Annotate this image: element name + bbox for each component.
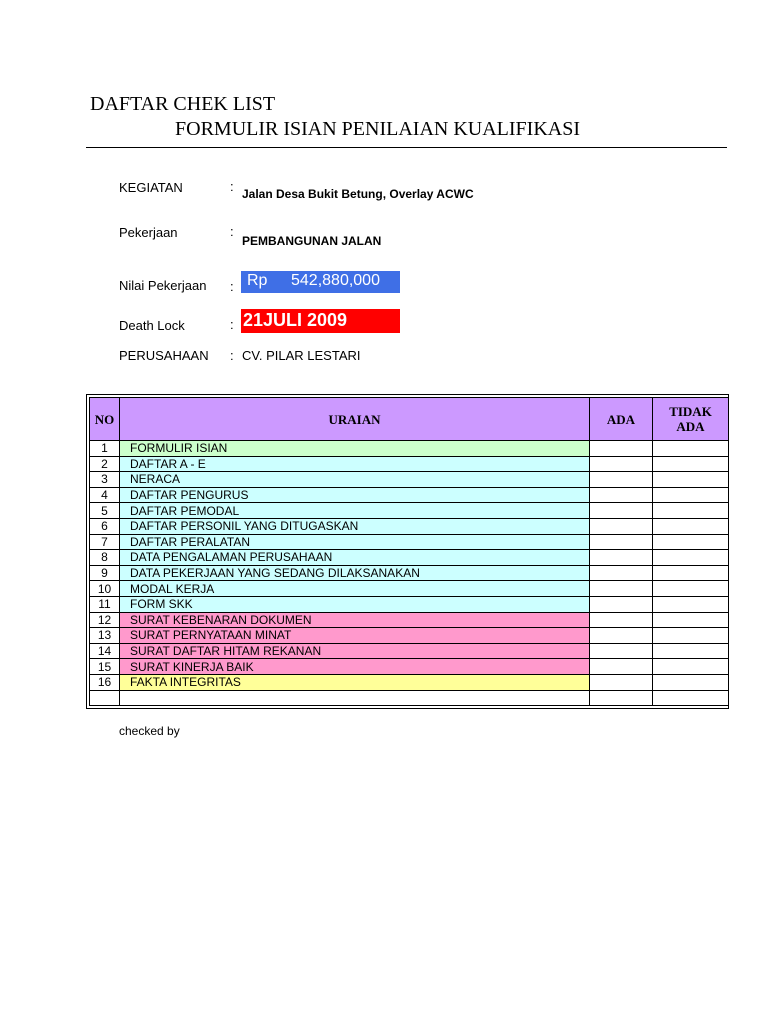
row-description: DATA PEKERJAAN YANG SEDANG DILAKSANAKAN [120,565,590,581]
kegiatan-colon: : [230,179,234,194]
title-line-2: FORMULIR ISIAN PENILAIAN KUALIFIKASI [175,118,580,140]
ada-cell[interactable] [590,456,653,472]
tidak-ada-cell[interactable] [653,518,729,534]
kegiatan-label: KEGIATAN [119,180,183,195]
row-description: DAFTAR PERALATAN [120,534,590,550]
row-number: 13 [90,628,120,644]
row-description: DAFTAR PENGURUS [120,487,590,503]
ada-cell[interactable] [590,550,653,566]
header-ada: ADA [590,398,653,441]
row-description: SURAT DAFTAR HITAM REKANAN [120,643,590,659]
table-row [90,643,729,659]
ada-cell[interactable] [590,441,653,457]
tidak-ada-cell[interactable] [653,487,729,503]
ada-cell[interactable] [590,503,653,519]
tidak-ada-cell[interactable] [653,456,729,472]
header-no: NO [90,398,120,441]
table-row [90,628,729,644]
table-row [90,518,729,534]
nilai-colon: : [230,279,234,294]
ada-cell[interactable] [590,659,653,675]
ada-cell[interactable] [590,596,653,612]
ada-cell[interactable] [590,674,653,690]
row-description: DAFTAR PEMODAL [120,503,590,519]
table-row [90,659,729,675]
ada-cell[interactable] [590,643,653,659]
perusahaan-colon: : [230,348,234,363]
header-tidak-ada [653,398,729,441]
row-description: DAFTAR PERSONIL YANG DITUGASKAN [120,518,590,534]
table-row [90,550,729,566]
row-description [120,690,590,706]
row-number: 11 [90,596,120,612]
row-number: 1 [90,441,120,457]
row-number: 7 [90,534,120,550]
kegiatan-value: Jalan Desa Bukit Betung, Overlay ACWC [242,187,474,201]
row-description: FORM SKK [120,596,590,612]
deadline-label: Death Lock [119,318,185,333]
tidak-ada-cell[interactable] [653,503,729,519]
deadline-value-box [241,309,400,333]
row-number: 5 [90,503,120,519]
row-number: 4 [90,487,120,503]
ada-cell[interactable] [590,612,653,628]
table-row [90,487,729,503]
table-row [90,612,729,628]
row-description: SURAT KINERJA BAIK [120,659,590,675]
ada-cell[interactable] [590,518,653,534]
tidak-ada-cell[interactable] [653,628,729,644]
header-tidak-ada-line2: ADA [676,419,705,434]
row-number [90,690,120,706]
checklist-table-frame [86,394,729,709]
row-number: 14 [90,643,120,659]
tidak-ada-cell[interactable] [653,581,729,597]
checklist-table [89,397,729,706]
title-divider [86,147,727,148]
perusahaan-label: PERUSAHAAN [119,348,209,363]
tidak-ada-cell[interactable] [653,690,729,706]
title-line-1: DAFTAR CHEK LIST [90,93,276,115]
deadline-value: 21JULI 2009 [243,310,348,330]
pekerjaan-value: PEMBANGUNAN JALAN [242,234,382,248]
nilai-value-box [241,271,400,293]
row-description: NERACA [120,472,590,488]
tidak-ada-cell[interactable] [653,472,729,488]
tidak-ada-cell[interactable] [653,674,729,690]
row-description: FORMULIR ISIAN [120,441,590,457]
row-number: 6 [90,518,120,534]
table-row [90,534,729,550]
perusahaan-value: CV. PILAR LESTARI [242,348,361,363]
tidak-ada-cell[interactable] [653,596,729,612]
row-number: 9 [90,565,120,581]
table-row [90,472,729,488]
table-row [90,596,729,612]
row-number: 8 [90,550,120,566]
ada-cell[interactable] [590,472,653,488]
row-description: MODAL KERJA [120,581,590,597]
pekerjaan-label: Pekerjaan [119,225,178,240]
table-row [90,674,729,690]
tidak-ada-cell[interactable] [653,565,729,581]
row-number: 2 [90,456,120,472]
table-row [90,456,729,472]
header-uraian: URAIAN [120,398,590,441]
checklist-body [90,441,729,706]
row-description: SURAT KEBENARAN DOKUMEN [120,612,590,628]
row-description: SURAT PERNYATAAN MINAT [120,628,590,644]
currency-symbol: Rp [247,272,268,289]
tidak-ada-cell[interactable] [653,441,729,457]
header-tidak-ada-line1: TIDAK [669,404,712,419]
tidak-ada-cell[interactable] [653,612,729,628]
row-number: 15 [90,659,120,675]
tidak-ada-cell[interactable] [653,534,729,550]
row-description: DAFTAR A - E [120,456,590,472]
ada-cell[interactable] [590,487,653,503]
nilai-label: Nilai Pekerjaan [119,278,207,293]
row-number: 16 [90,674,120,690]
ada-cell[interactable] [590,628,653,644]
tidak-ada-cell[interactable] [653,659,729,675]
pekerjaan-colon: : [230,224,234,239]
table-row [90,503,729,519]
ada-cell[interactable] [590,534,653,550]
table-row [90,565,729,581]
table-row [90,441,729,457]
row-description: FAKTA INTEGRITAS [120,674,590,690]
checked-by-label: checked by [119,724,180,738]
table-header-row [90,398,729,441]
ada-cell[interactable] [590,581,653,597]
ada-cell[interactable] [590,565,653,581]
row-description: DATA PENGALAMAN PERUSAHAAN [120,550,590,566]
deadline-colon: : [230,317,234,332]
tidak-ada-cell[interactable] [653,643,729,659]
ada-cell[interactable] [590,690,653,706]
row-number: 3 [90,472,120,488]
table-row [90,690,729,706]
row-number: 12 [90,612,120,628]
nilai-amount: 542,880,000 [291,272,380,289]
table-row [90,581,729,597]
tidak-ada-cell[interactable] [653,550,729,566]
row-number: 10 [90,581,120,597]
